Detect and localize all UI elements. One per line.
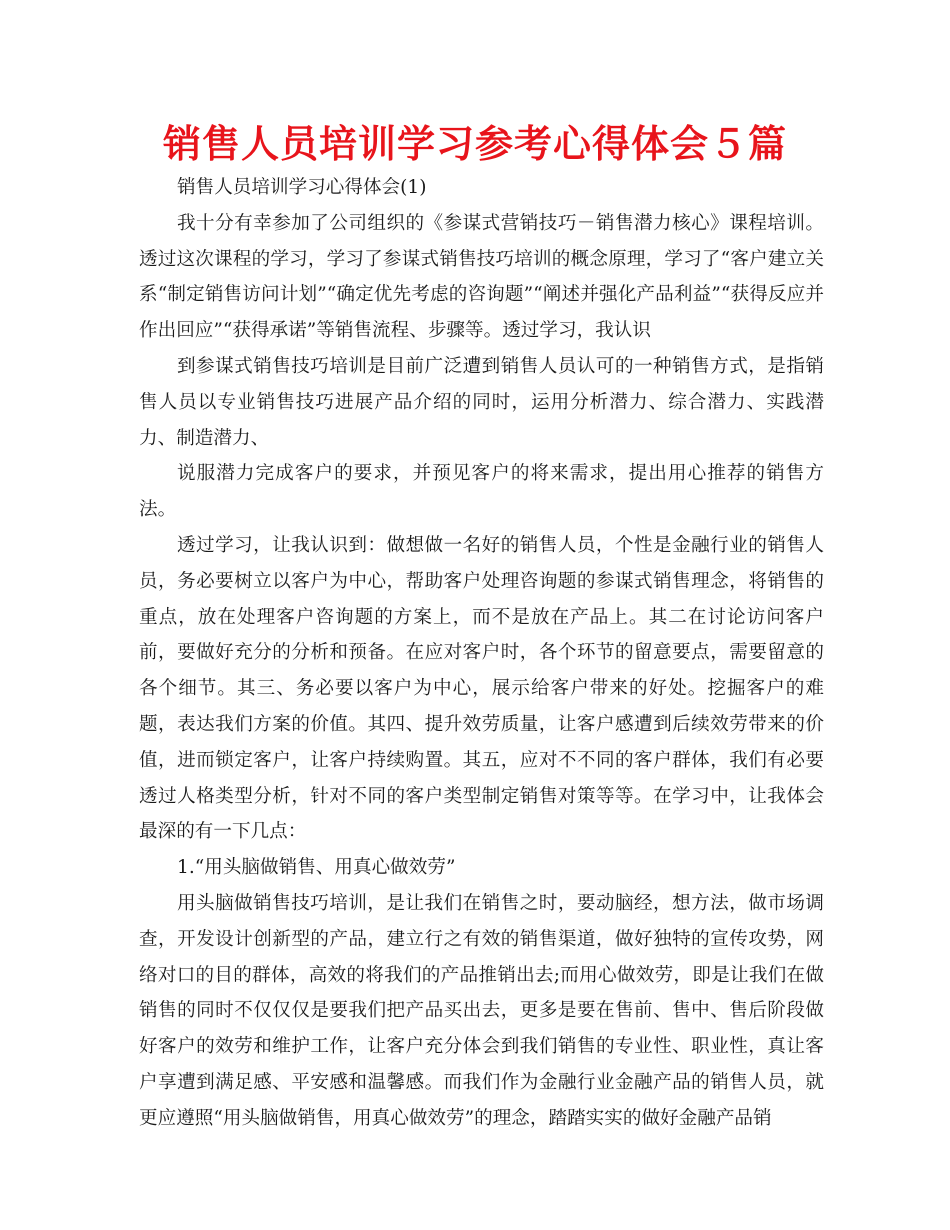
paragraph: 到参谋式销售技巧培训是目前广泛遭到销售人员认可的一种销售方式，是指销售人员以专业销售技巧进展产品介绍的同时，运用分析潜力、综合潜力、实践潜力、制造潜力、 [139, 355, 824, 449]
list-item-heading: 1.“用头脑做销售、用真心做效劳” [177, 857, 456, 879]
paragraph: 我十分有幸参加了公司组织的《参谋式营销技巧－销售潜力核心》课程培训。透过这次课程的学习，学习了参谋式销售技巧培训的概念原理，学习了“客户建立关系“制定销售访问计划”“确定优先考虑的咨询题”“阐述并强化产品利益”“获得反应并作出回应”“获得承诺”等销售流程、步骤等。透过学习，我认识 [139, 212, 824, 342]
document-body [139, 170, 824, 1137]
section-heading: 销售人员培训学习心得体会(1) [177, 177, 427, 198]
document-title: 销售人员培训学习参考心得体会５篇 [162, 122, 787, 166]
paragraph: 说服潜力完成客户的要求，并预见客户的将来需求，提出用心推荐的销售方法。 [139, 463, 824, 521]
paragraph: 透过学习，让我认识到：做想做一名好的销售人员，个性是金融行业的销售人员，务必要树立以客户为中心，帮助客户处理咨询题的参谋式销售理念，将销售的重点，放在处理客户咨询题的方案上，而不是放在产品上。其二在讨论访问客户前，要做好充分的分析和预备。在应对客户时，各个环节的留意要点，需要留意的各个细节。其三、务必要以客户为中心，展示给客户带来的好处。挖掘客户的难题，表达我们方案的价值。其四、提升效劳质量，让客户感遭到后续效劳带来的价值，进而锁定客户，让客户持续购置。其五，应对不不同的客户群体，我们有必要透过人格类型分析，针对不同的客户类型制定销售对策等等。在学习中，让我体会最深的有一下几点： [139, 534, 824, 843]
paragraph: 用头脑做销售技巧培训，是让我们在销售之时，要动脑经，想方法，做市场调查，开发设计创新型的产品，建立行之有效的销售渠道，做好独特的宣传攻势，网络对口的目的群体，高效的将我们的产品推销出去;而用心做效劳，即是让我们在做销售的同时不仅仅仅是要我们把产品买出去，更多是要在售前、售中、售后阶段做好客户的效劳和维护工作，让客户充分体会到我们销售的专业性、职业性，真让客户享遭到满足感、平安感和温馨感。而我们作为金融行业金融产品的销售人员，就更应遵照“用头脑做销售，用真心做效劳”的理念，踏踏实实的做好金融产品销 [139, 892, 824, 1129]
